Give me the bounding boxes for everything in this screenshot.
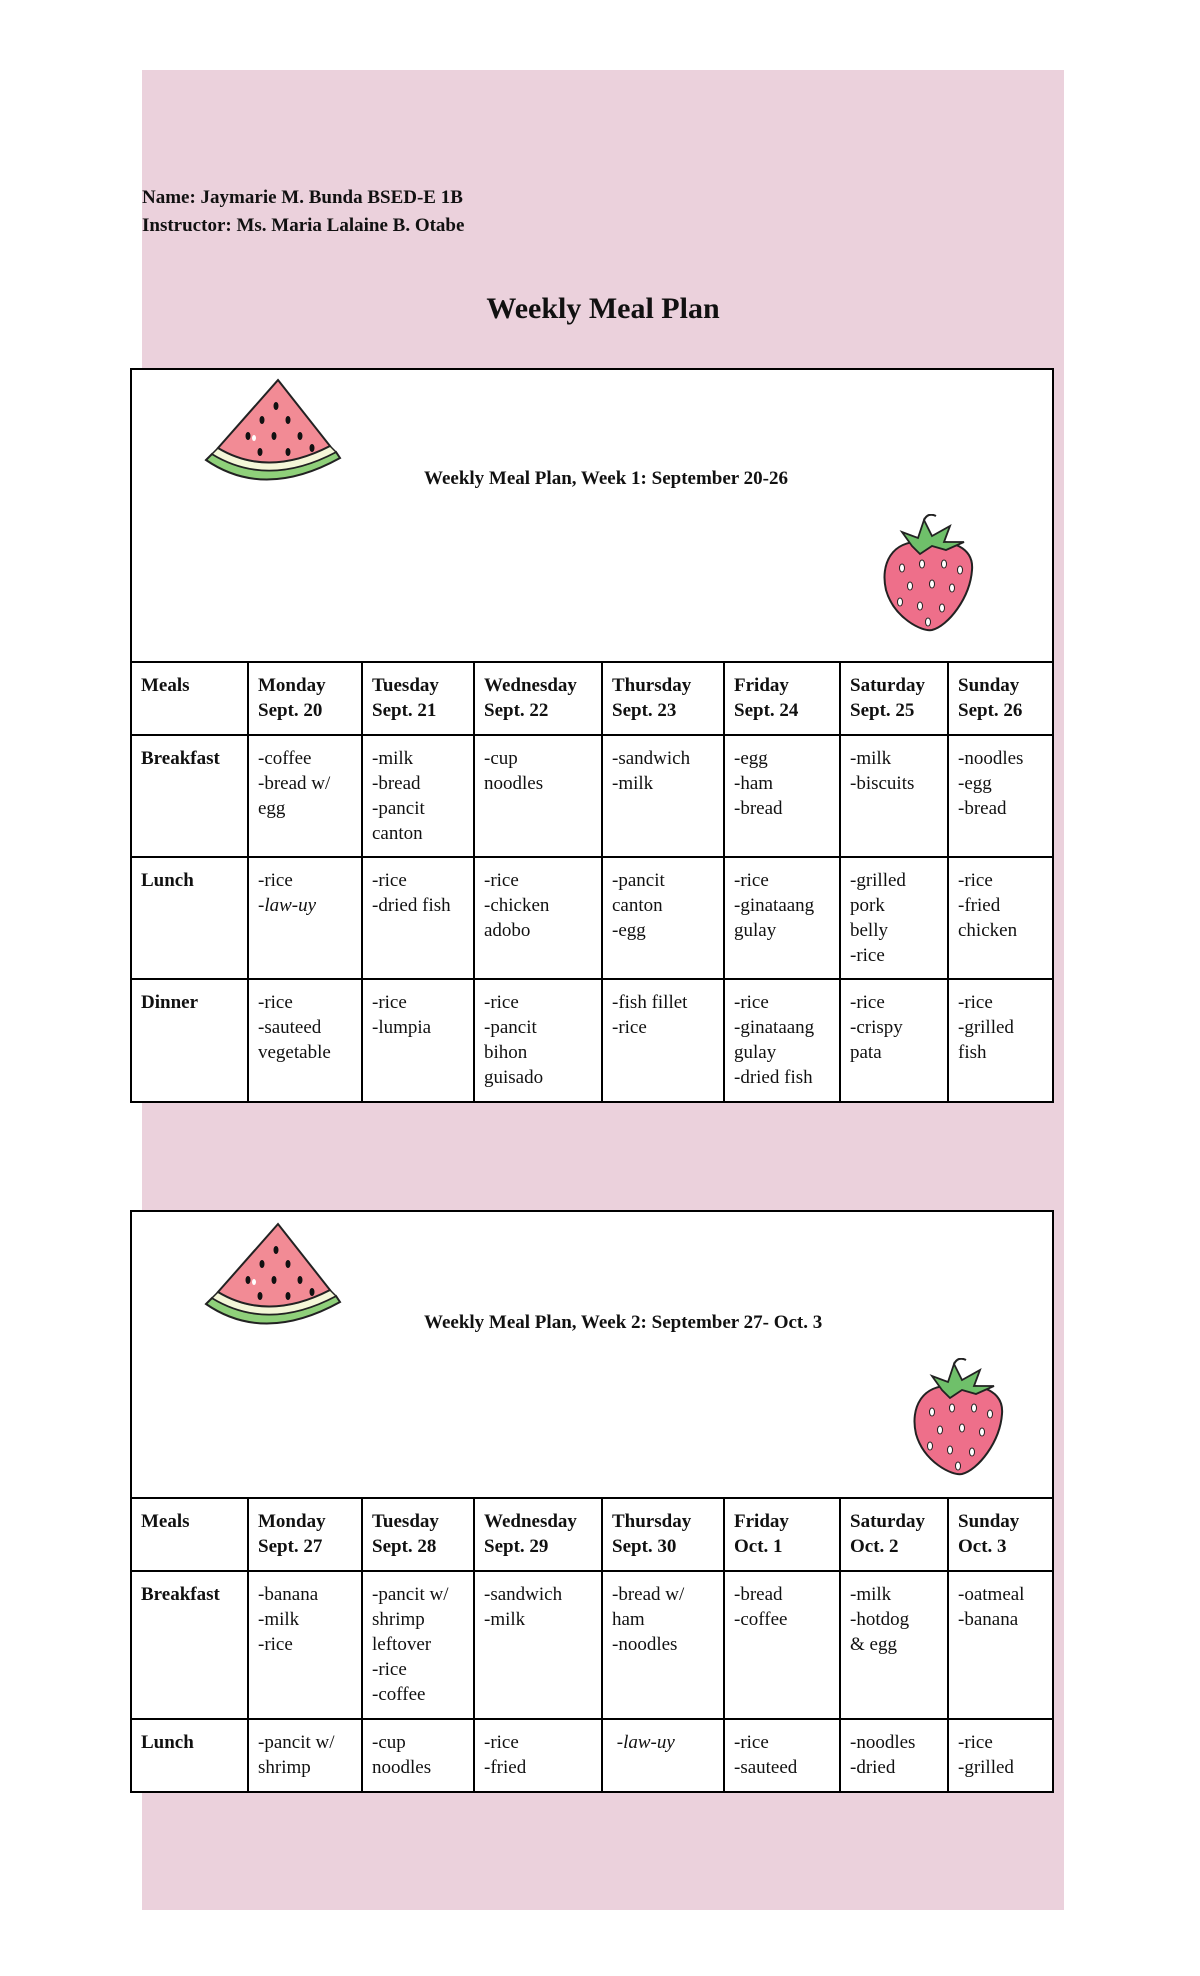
meal-cell [248,735,362,857]
meal-item: belly [850,920,888,941]
table-row [132,735,1052,857]
meals-header-cell [132,1499,248,1571]
meal-item: -dried fish [734,1067,813,1088]
meal-cell [362,979,474,1101]
week2-section [130,1210,1054,1793]
meal-item: -sauteed [258,1017,322,1038]
meal-item: -fish fillet [612,992,688,1013]
meal-item: -egg [734,748,768,769]
day-header-cell [474,1499,602,1571]
meal-cell [948,1571,1052,1719]
page-title: Weekly Meal Plan [486,292,720,325]
meal-cell [474,979,602,1101]
meal-item: -grilled [958,1757,1014,1778]
meal-item: -biscuits [850,773,915,794]
meal-item: -law-uy [612,1732,675,1753]
watermelon-icon [202,376,346,490]
strawberry-icon [902,1358,1012,1478]
meal-cell [602,1571,724,1719]
meal-cell [840,735,948,857]
meal-item: -bread [734,1584,783,1605]
meal-item: -rice [612,1017,647,1038]
meal-item: -milk [372,748,414,769]
table-row [132,1719,1052,1791]
meal-cell [362,857,474,979]
meal-item: -rice [372,870,407,891]
meal-item: -banana [258,1584,319,1605]
meals-header-cell [132,663,248,735]
meal-item: pork [850,895,885,916]
meal-item: -rice [372,992,407,1013]
meal-item: -milk [850,748,892,769]
meal-item: -milk [258,1609,300,1630]
header-line: Monday [258,675,326,696]
student-name: Name: Jaymarie M. Bunda BSED-E 1B [142,187,463,208]
meal-item: -dried [850,1757,896,1778]
week1-meal-table [132,663,1052,1101]
meal-cell [474,735,602,857]
meal-item: -oatmeal [958,1584,1025,1605]
meal-cell [948,1719,1052,1791]
meal-label-cell: Breakfast [132,1571,248,1719]
day-header-cell [724,1499,840,1571]
day-header-cell [948,1499,1052,1571]
meal-cell [840,979,948,1101]
meal-cell [248,1571,362,1719]
meal-item: -crispy [850,1017,903,1038]
meal-item: -law-uy [258,895,317,916]
meal-item: -bread [958,798,1007,819]
header-line: Oct. 1 [734,1536,783,1557]
meal-cell [362,1719,474,1791]
meal-item: -bread w/ [612,1584,685,1605]
header-line: Tuesday [372,1511,439,1532]
meal-item: noodles [372,1757,432,1778]
meal-item: -noodles [850,1732,916,1753]
meal-item: -hotdog [850,1609,910,1630]
meal-item: -pancit [372,798,425,819]
header-line: Thursday [612,675,692,696]
meal-item: -lumpia [372,1017,432,1038]
meal-cell [948,857,1052,979]
meal-item: ham [612,1609,645,1630]
day-header-cell [362,663,474,735]
meal-item: bihon [484,1042,528,1063]
meal-item: -rice [484,992,519,1013]
meal-item: -egg [612,920,646,941]
header-line: Meals [141,675,190,696]
meal-cell [248,1719,362,1791]
meal-cell [362,735,474,857]
header-line: Wednesday [484,675,577,696]
meal-cell [840,1571,948,1719]
meal-item: -rice [958,870,993,891]
meal-item: canton [372,823,423,844]
header-line: Oct. 3 [958,1536,1007,1557]
meal-item: -rice [958,1732,993,1753]
strawberry-icon [872,514,982,634]
meal-item: chicken [958,920,1018,941]
header-line: Sunday [958,675,1020,696]
header-line: Wednesday [484,1511,577,1532]
meal-cell [948,735,1052,857]
header-line: Sept. 22 [484,700,549,721]
header-line: Sept. 30 [612,1536,677,1557]
meal-item: -milk [850,1584,892,1605]
meal-item: -bread w/ [258,773,331,794]
meal-item: -rice [258,992,293,1013]
meal-item: -sauteed [734,1757,798,1778]
meal-item: canton [612,895,663,916]
meal-item: -fried [958,895,1001,916]
instructor-name: Instructor: Ms. Maria Lalaine B. Otabe [142,215,465,236]
meal-item: noodles [484,773,544,794]
header-line: Friday [734,1511,789,1532]
meal-item: -ham [734,773,774,794]
day-header-cell [474,663,602,735]
meal-item: -sandwich [484,1584,563,1605]
meal-cell [724,1719,840,1791]
meal-cell [602,735,724,857]
meal-item: -pancit [612,870,665,891]
week2-meal-table [132,1499,1052,1791]
meal-item: -pancit w/ [258,1732,335,1753]
day-header-cell [724,663,840,735]
header-line: Sept. 24 [734,700,799,721]
meal-item: gulay [734,920,777,941]
table-row [132,857,1052,979]
meal-item: -sandwich [612,748,691,769]
table-header-row [132,663,1052,735]
meal-item: vegetable [258,1042,331,1063]
header-line: Sept. 23 [612,700,677,721]
meal-item: -coffee [734,1609,788,1630]
header-line: Sept. 27 [258,1536,323,1557]
week2-banner [132,1212,1052,1499]
meal-cell [474,857,602,979]
meal-item: -ginataang [734,1017,815,1038]
meal-item: -pancit [484,1017,537,1038]
meal-item: -chicken [484,895,550,916]
meal-cell [724,735,840,857]
meal-item: -milk [612,773,654,794]
meal-item: -rice [850,992,885,1013]
meal-cell [948,979,1052,1101]
meal-item: -milk [484,1609,526,1630]
meal-item: -bread [372,773,421,794]
meal-item: adobo [484,920,531,941]
meal-item: -cup [484,748,518,769]
table-row [132,979,1052,1101]
meal-item: shrimp [258,1757,311,1778]
meal-item: -pancit w/ [372,1584,449,1605]
meal-label-cell: Lunch [132,1719,248,1791]
header-line: Oct. 2 [850,1536,899,1557]
meal-item: -egg [958,773,992,794]
meal-item: -dried fish [372,895,451,916]
meal-item: egg [258,798,286,819]
day-header-cell [840,1499,948,1571]
meal-item: -rice [258,1634,293,1655]
week2-title: Weekly Meal Plan, Week 2: September 27- Oct. 3 [424,1312,823,1333]
table-header-row [132,1499,1052,1571]
header-line: Meals [141,1511,190,1532]
meal-cell [724,857,840,979]
meal-item: shrimp [372,1609,425,1630]
meal-item: -rice [484,1732,519,1753]
meal-cell [474,1719,602,1791]
week1-banner [132,370,1052,663]
meal-item: leftover [372,1634,432,1655]
meal-item: -rice [484,870,519,891]
meal-item: pata [850,1042,882,1063]
day-header-cell [602,1499,724,1571]
header-line: Sept. 20 [258,700,323,721]
meal-item: -rice [734,870,769,891]
header-line: Sept. 21 [372,700,437,721]
meal-item: -rice [958,992,993,1013]
header-line: Tuesday [372,675,439,696]
meal-cell [724,979,840,1101]
meal-cell [840,857,948,979]
meal-item: -bread [734,798,783,819]
meal-item: -ginataang [734,895,815,916]
meal-cell [248,979,362,1101]
meal-cell [602,979,724,1101]
meal-item: -cup [372,1732,406,1753]
meal-item: & egg [850,1634,897,1655]
meal-item: -noodles [612,1634,678,1655]
day-header-cell [362,1499,474,1571]
header-line: Sept. 26 [958,700,1023,721]
meal-cell [602,1719,724,1791]
meal-item: -rice [850,945,885,966]
meal-item: -rice [734,992,769,1013]
day-header-cell [948,663,1052,735]
meal-cell [840,1719,948,1791]
meal-cell [602,857,724,979]
day-header-cell [840,663,948,735]
watermelon-icon [202,1220,346,1334]
meal-item: -rice [734,1732,769,1753]
meal-item: -coffee [258,748,312,769]
header-line: Saturday [850,1511,925,1532]
meal-cell [474,1571,602,1719]
header-line: Sept. 29 [484,1536,549,1557]
header-line: Sunday [958,1511,1020,1532]
meal-item: -noodles [958,748,1024,769]
week1-section [130,368,1054,1103]
meal-item: -grilled [850,870,906,891]
meal-cell [724,1571,840,1719]
day-header-cell [248,663,362,735]
meal-item: -rice [372,1659,407,1680]
meal-label-cell: Breakfast [132,735,248,857]
table-row [132,1571,1052,1719]
header-line: Sept. 28 [372,1536,437,1557]
meal-label-cell: Lunch [132,857,248,979]
header-line: Sept. 25 [850,700,915,721]
meal-item: -grilled [958,1017,1014,1038]
meal-label-cell: Dinner [132,979,248,1101]
meal-item: guisado [484,1067,544,1088]
meal-item: -fried [484,1757,527,1778]
header-line: Saturday [850,675,925,696]
header-line: Monday [258,1511,326,1532]
header-line: Thursday [612,1511,692,1532]
header-line: Friday [734,675,789,696]
meal-item: gulay [734,1042,777,1063]
day-header-cell [248,1499,362,1571]
meal-item: -coffee [372,1684,426,1705]
meal-item: -banana [958,1609,1019,1630]
meal-cell [248,857,362,979]
week1-title: Weekly Meal Plan, Week 1: September 20-26 [424,468,788,489]
meal-item: -rice [258,870,293,891]
meal-cell [362,1571,474,1719]
day-header-cell [602,663,724,735]
meal-item: fish [958,1042,987,1063]
